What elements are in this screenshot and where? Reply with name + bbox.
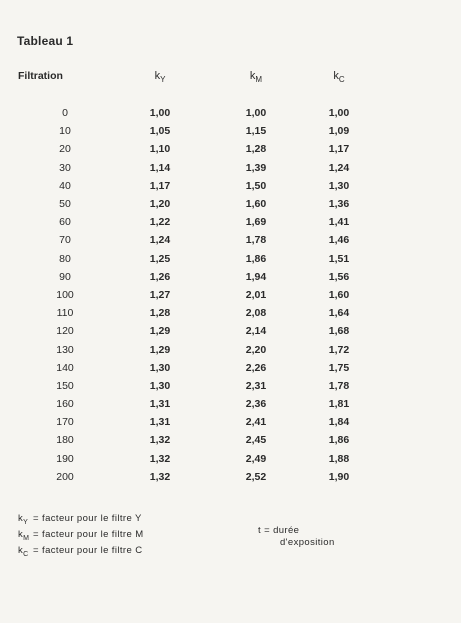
exposure-note xyxy=(258,525,335,549)
cell-kc: 1,75 xyxy=(328,361,350,374)
cell-kc: 1,78 xyxy=(328,379,350,392)
table-row xyxy=(18,286,374,304)
table-title: Tableau 1 xyxy=(17,34,74,48)
table-row xyxy=(18,159,374,177)
cell-kc: 1,84 xyxy=(328,416,350,429)
cell-ky: 1,31 xyxy=(149,398,171,411)
cell-ky: 1,17 xyxy=(149,179,171,192)
cell-kc: 1,09 xyxy=(328,125,350,138)
cell-kc: 1,17 xyxy=(328,143,350,156)
cell-filtration: 160 xyxy=(56,398,74,411)
cell-km: 2,36 xyxy=(245,398,267,411)
cell-ky: 1,28 xyxy=(149,307,171,320)
table-row xyxy=(18,395,374,413)
table-row xyxy=(18,468,374,486)
cell-kc: 1,00 xyxy=(328,107,350,120)
cell-km: 2,01 xyxy=(245,288,267,301)
table-row xyxy=(18,104,374,122)
cell-filtration: 110 xyxy=(56,307,74,320)
cell-km: 2,41 xyxy=(245,416,267,429)
table-row xyxy=(18,359,374,377)
cell-km: 2,52 xyxy=(245,470,267,483)
cell-filtration: 10 xyxy=(59,125,71,138)
cell-ky: 1,25 xyxy=(149,252,171,265)
table-row xyxy=(18,195,374,213)
cell-ky: 1,27 xyxy=(149,288,171,301)
legend xyxy=(18,513,144,561)
cell-km: 1,50 xyxy=(245,179,267,192)
table-row xyxy=(18,431,374,449)
cell-kc: 1,86 xyxy=(328,434,350,447)
table-row xyxy=(18,340,374,358)
cell-ky: 1,05 xyxy=(149,125,171,138)
cell-kc: 1,51 xyxy=(328,252,350,265)
table-row xyxy=(18,450,374,468)
cell-kc: 1,30 xyxy=(328,179,350,192)
cell-km: 1,00 xyxy=(245,107,267,120)
cell-filtration: 30 xyxy=(59,161,71,174)
header-filtration: Filtration xyxy=(18,70,63,82)
cell-km: 1,28 xyxy=(245,143,267,156)
table-row xyxy=(18,322,374,340)
cell-filtration: 40 xyxy=(59,179,71,192)
header-km: $k_M$ xyxy=(249,70,263,85)
cell-km: 1,69 xyxy=(245,216,267,229)
cell-filtration: 20 xyxy=(59,143,71,156)
table-row xyxy=(18,377,374,395)
cell-ky: 1,30 xyxy=(149,361,171,374)
cell-ky: 1,10 xyxy=(149,143,171,156)
cell-kc: 1,36 xyxy=(328,198,350,211)
cell-kc: 1,90 xyxy=(328,470,350,483)
cell-ky: 1,29 xyxy=(149,325,171,338)
table-row xyxy=(18,177,374,195)
legend-text-m: = facteur pour le filtre M xyxy=(33,528,144,540)
cell-kc: 1,46 xyxy=(328,234,350,247)
cell-ky: 1,22 xyxy=(149,216,171,229)
legend-item-y: $k_Y$ = facteur pour le filtre Y xyxy=(18,513,142,526)
cell-km: 1,39 xyxy=(245,161,267,174)
cell-ky: 1,20 xyxy=(149,198,171,211)
cell-ky: 1,26 xyxy=(149,270,171,283)
cell-km: 2,14 xyxy=(245,325,267,338)
cell-km: 2,49 xyxy=(245,452,267,465)
cell-filtration: 100 xyxy=(56,288,74,301)
cell-kc: 1,72 xyxy=(328,343,350,356)
cell-ky: 1,14 xyxy=(149,161,171,174)
cell-km: 1,15 xyxy=(245,125,267,138)
cell-filtration: 200 xyxy=(56,470,74,483)
legend-text-c: = facteur pour le filtre C xyxy=(33,544,143,556)
cell-ky: 1,32 xyxy=(149,470,171,483)
cell-ky: 1,24 xyxy=(149,234,171,247)
cell-kc: 1,60 xyxy=(328,288,350,301)
cell-ky: 1,32 xyxy=(149,434,171,447)
cell-filtration: 0 xyxy=(62,107,68,120)
table-row xyxy=(18,304,374,322)
table-row xyxy=(18,213,374,231)
table-header-row xyxy=(18,70,374,104)
cell-filtration: 140 xyxy=(56,361,74,374)
cell-kc: 1,81 xyxy=(328,398,350,411)
header-ky: $k_Y$ xyxy=(154,70,166,85)
cell-km: 1,94 xyxy=(245,270,267,283)
cell-ky: 1,30 xyxy=(149,379,171,392)
table-row xyxy=(18,413,374,431)
cell-km: 2,31 xyxy=(245,379,267,392)
legend-text-y: = facteur pour le filtre Y xyxy=(33,513,142,524)
cell-kc: 1,64 xyxy=(328,307,350,320)
cell-filtration: 170 xyxy=(56,416,74,429)
table-row xyxy=(18,250,374,268)
cell-ky: 1,29 xyxy=(149,343,171,356)
cell-filtration: 80 xyxy=(59,252,71,265)
cell-filtration: 60 xyxy=(59,216,71,229)
cell-filtration: 120 xyxy=(56,325,74,338)
cell-km: 1,86 xyxy=(245,252,267,265)
header-kc: $k_C$ xyxy=(333,70,345,85)
table-row xyxy=(18,268,374,286)
cell-kc: 1,24 xyxy=(328,161,350,174)
cell-kc: 1,68 xyxy=(328,325,350,338)
cell-filtration: 190 xyxy=(56,452,74,465)
cell-filtration: 90 xyxy=(59,270,71,283)
cell-km: 2,26 xyxy=(245,361,267,374)
exposure-line-1: t = durée xyxy=(258,525,300,536)
cell-ky: 1,32 xyxy=(149,452,171,465)
table-body xyxy=(18,104,374,486)
legend-item-m: $k_M$ = facteur pour le filtre M xyxy=(18,528,144,542)
cell-filtration: 180 xyxy=(56,434,74,447)
cell-km: 2,20 xyxy=(245,343,267,356)
cell-filtration: 70 xyxy=(59,234,71,247)
cell-ky: 1,00 xyxy=(149,107,171,120)
cell-km: 2,45 xyxy=(245,434,267,447)
legend-item-c: $k_C$ = facteur pour le filtre C xyxy=(18,544,143,558)
table-row xyxy=(18,231,374,249)
cell-km: 2,08 xyxy=(245,307,267,320)
cell-filtration: 130 xyxy=(56,343,74,356)
cell-kc: 1,41 xyxy=(328,216,350,229)
factor-table xyxy=(18,70,374,486)
cell-kc: 1,88 xyxy=(328,452,350,465)
exposure-line-2: d'exposition xyxy=(280,537,335,548)
cell-km: 1,78 xyxy=(245,234,267,247)
table-row xyxy=(18,122,374,140)
cell-filtration: 150 xyxy=(56,379,74,392)
cell-kc: 1,56 xyxy=(328,270,350,283)
table-row xyxy=(18,140,374,158)
cell-ky: 1,31 xyxy=(149,416,171,429)
cell-km: 1,60 xyxy=(245,198,267,211)
cell-filtration: 50 xyxy=(59,198,71,211)
